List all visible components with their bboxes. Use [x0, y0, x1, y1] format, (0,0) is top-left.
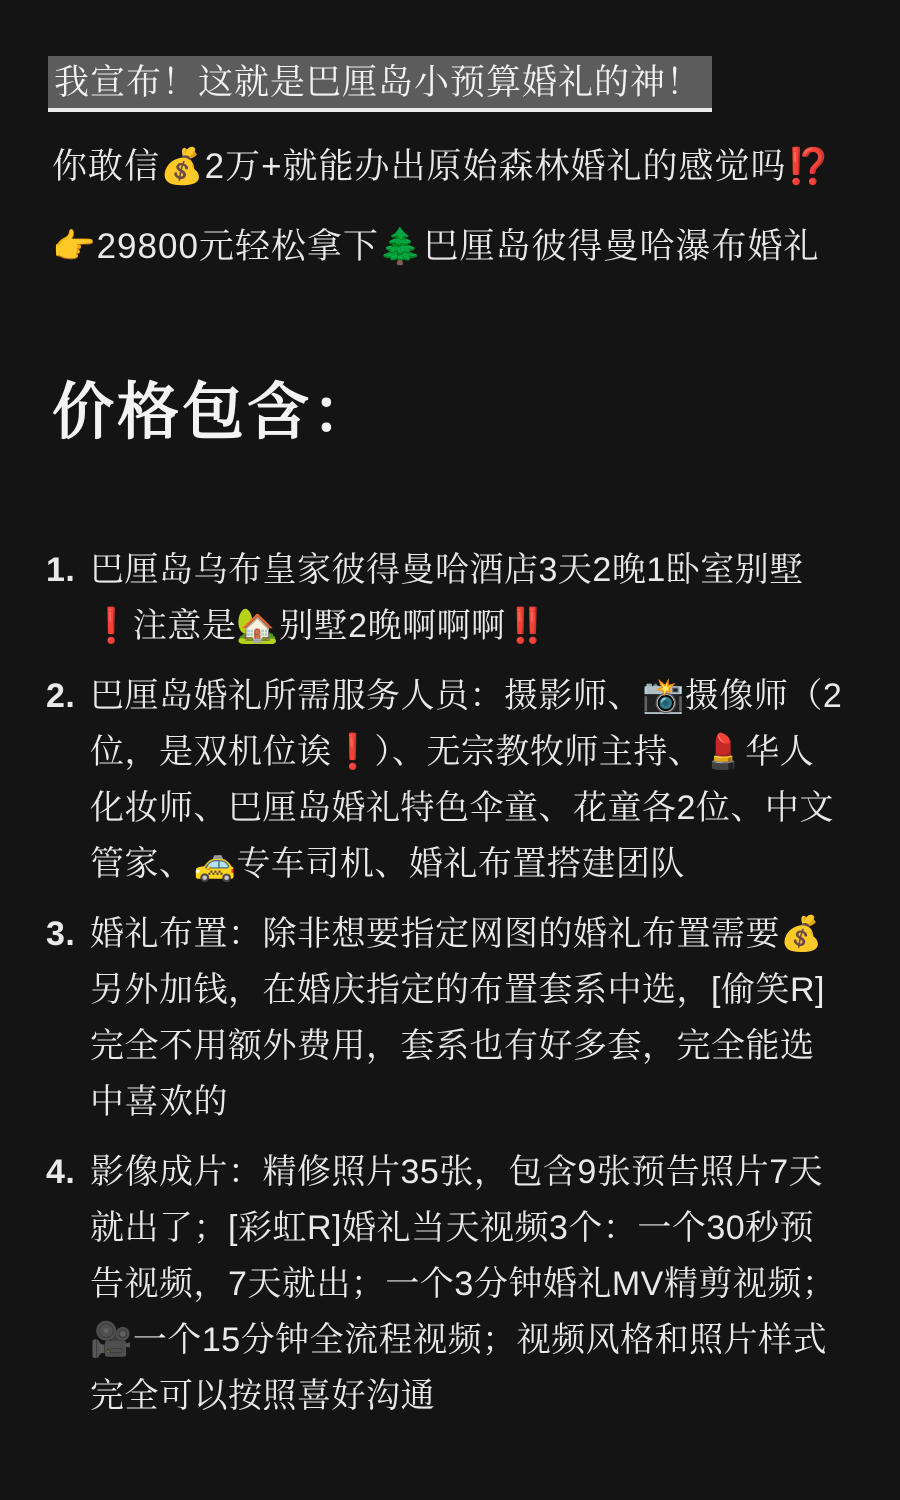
emoji-icon: ❗ [90, 607, 133, 645]
emoji-icon: ❗ [331, 733, 375, 771]
emoji-icon: 🎥 [90, 1321, 133, 1359]
list-item-number: 3. [46, 915, 76, 953]
emoji-icon: ⁉ [786, 147, 832, 186]
list-item-text: 巴厘岛婚礼所需服务人员：摄影师、📸摄像师（2位，是双机位诶❗）、无宗教牧师主持、💄华人化妆师、巴厘岛婚礼特色伞童、花童各2位、中文管家、🚕专车司机、婚礼布置搭建团队 [90, 677, 843, 883]
emoji-icon: 📸 [642, 677, 685, 715]
headline-row [48, 56, 900, 112]
emoji-icon: 💰 [160, 147, 205, 186]
intro-line-1: 你敢信💰2万+就能办出原始森林婚礼的感觉吗⁉ [52, 147, 832, 186]
list-item-number: 1. [46, 551, 76, 589]
emoji-icon: 🏡 [236, 607, 280, 645]
list-item-number: 2. [46, 677, 76, 715]
list-item-text: 婚礼布置：除非想要指定网图的婚礼布置需要💰另外加钱，在婚庆指定的布置套系中选，[偷笑R]完全不用额外费用，套系也有好多套，完全能选中喜欢的 [90, 915, 825, 1121]
price-includes-list [46, 542, 900, 1424]
emoji-icon: 🌲 [378, 227, 424, 266]
section-title: 价格包含： [52, 378, 378, 447]
emoji-icon: 🚕 [193, 845, 237, 883]
list-item [46, 542, 846, 654]
intro-line-2: 👉29800元轻松拿下🌲巴厘岛彼得曼哈瀑布婚礼 [52, 227, 820, 266]
list-item-number: 4. [46, 1153, 76, 1191]
list-item [46, 906, 846, 1130]
list-item-text: 影像成片：精修照片35张，包含9张预告照片7天就出了；[彩虹R]婚礼当天视频3个：一个30秒预告视频，7天就出；一个3分钟婚礼MV精剪视频；🎥一个15分钟全流程视频；视频风格和照片样式完全可以按照喜好沟通 [90, 1153, 837, 1415]
emoji-icon: ‼ [505, 607, 549, 645]
emoji-icon: 💄 [702, 733, 746, 771]
list-item [46, 668, 846, 892]
post-headline: 我宣布！这就是巴厘岛小预算婚礼的神！ [48, 56, 712, 112]
emoji-icon: 💰 [780, 915, 823, 953]
list-item [46, 1144, 846, 1424]
list-item-text: 巴厘岛乌布皇家彼得曼哈酒店3天2晚1卧室别墅❗注意是🏡别墅2晚啊啊啊‼ [90, 551, 804, 645]
emoji-icon: 👉 [52, 227, 97, 266]
